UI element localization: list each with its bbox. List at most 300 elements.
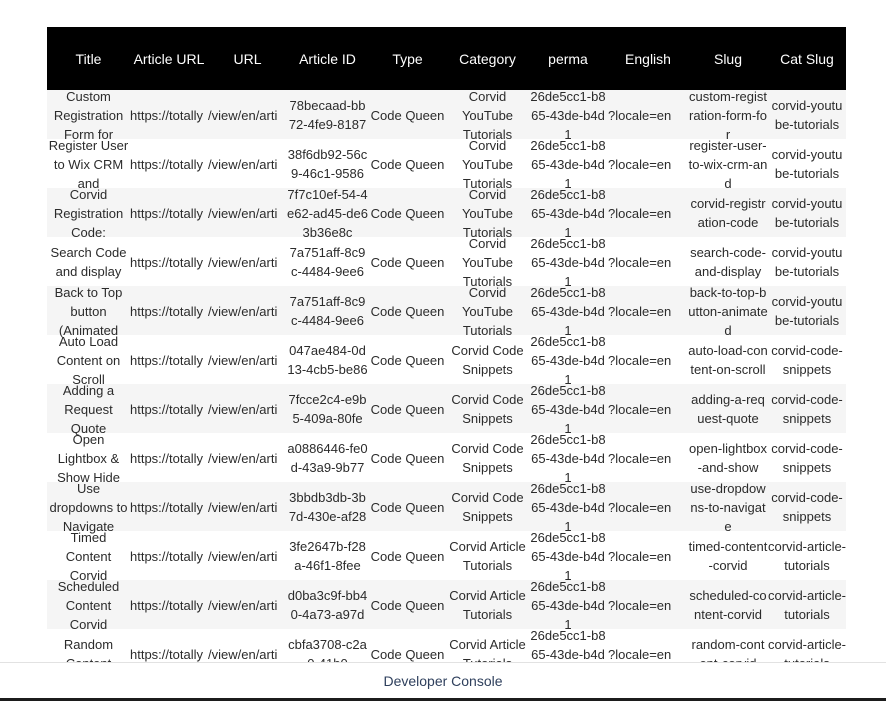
cell-english-content: [608, 436, 688, 481]
cell-article-id: [287, 90, 368, 139]
cell-perma-content: [528, 235, 608, 289]
cell-url-text: /view/en/arti: [208, 548, 278, 564]
cell-slug-text: back-to-top-button-animated: [688, 284, 768, 338]
cell-category-content: [447, 284, 528, 338]
cell-article-id-text: 7a751aff-8c9c-4484-9ee6: [289, 245, 366, 279]
cell-english: [608, 237, 688, 286]
cell-type: [368, 531, 447, 580]
cell-cat-slug-text: corvid-code-snippets: [771, 392, 843, 426]
cell-article-url-text: https://totally: [130, 303, 203, 319]
table-row[interactable]: [47, 139, 846, 188]
cell-type-text: Code Queen: [370, 450, 445, 466]
cell-category-content: [447, 436, 528, 481]
cell-title-content: [47, 137, 130, 191]
cell-title: [47, 137, 130, 191]
column-header-perma[interactable]: perma: [548, 50, 588, 67]
cell-url-content: [208, 485, 287, 530]
cell-title-content: [47, 578, 130, 632]
cell-article-id-text: 047ae484-0d13-4cb5-be86: [287, 343, 368, 377]
cell-type-content: [368, 240, 447, 285]
cell-article-url-content: [130, 240, 208, 285]
cell-english-content: [608, 240, 688, 285]
cell-url-text: /view/en/arti: [208, 303, 278, 319]
cell-perma: [528, 529, 608, 583]
cell-title-text: Timed Content Corvid: [65, 529, 112, 583]
cell-article-id-text: d0ba3c9f-bb40-4a73-a97d: [287, 588, 368, 622]
cell-perma-text: 26de5cc1-b865-43de-b4d1: [530, 235, 606, 289]
cell-title-content: [47, 186, 130, 240]
cell-perma-text: 26de5cc1-b865-43de-b4d: [530, 627, 606, 662]
cell-category-content: [447, 137, 528, 191]
cell-category-text: Corvid Code Snippets: [451, 343, 524, 377]
cell-category-content: [447, 186, 528, 240]
cell-perma-text: 26de5cc1-b865-43de-b4d1: [530, 431, 606, 485]
cell-url: [208, 531, 287, 580]
cell-cat-slug-content: [768, 240, 846, 285]
cell-cat-slug-text: corvid-youtube-tutorials: [771, 245, 843, 279]
cell-title-text: Open Lightbox & Show Hide: [57, 431, 120, 485]
cell-slug: [688, 531, 768, 580]
cell-url-content: [208, 142, 287, 187]
column-header-cat-slug[interactable]: Cat Slug: [780, 50, 834, 67]
cell-cat-slug: [768, 188, 846, 237]
cell-type-text: Code Queen: [370, 156, 445, 172]
cell-perma-content: [528, 431, 608, 485]
cell-title-text: Search Code and display: [50, 245, 127, 279]
cell-type: [368, 188, 447, 237]
cell-cat-slug-text: corvid-article-tutorials: [768, 588, 847, 622]
cell-article-url-text: https://totally: [130, 205, 203, 221]
table-row[interactable]: [47, 335, 846, 384]
cell-url: [208, 237, 287, 286]
cell-url-content: [208, 289, 287, 334]
cell-type: [368, 335, 447, 384]
cell-category: [447, 482, 528, 531]
table-row[interactable]: [47, 482, 846, 531]
cell-perma: [528, 186, 608, 240]
cell-category-text: Corvid Code Snippets: [451, 490, 524, 524]
cell-url-content: [208, 387, 287, 432]
cell-english-text: ?locale=en: [608, 352, 672, 368]
cell-perma-text: 26de5cc1-b865-43de-b4d1: [530, 480, 606, 534]
cell-url-text: /view/en/arti: [208, 254, 278, 270]
cell-cat-slug-content: [768, 338, 846, 383]
cell-type: [368, 384, 447, 433]
cell-url-content: [208, 534, 287, 579]
cell-article-url-content: [130, 387, 208, 432]
cell-perma: [528, 431, 608, 485]
cell-article-id: [287, 237, 368, 286]
cell-perma: [528, 88, 608, 142]
cell-perma-content: [528, 137, 608, 191]
cell-cat-slug: [768, 531, 846, 580]
cell-url-content: [208, 436, 287, 481]
cell-type-content: [368, 534, 447, 579]
cell-english: [608, 531, 688, 580]
cell-english-text: ?locale=en: [608, 499, 672, 515]
cell-slug-content: [688, 191, 768, 236]
cell-slug-content: [688, 284, 768, 338]
cell-title-text: Back to Top button (Animated: [54, 284, 123, 338]
cell-english-text: ?locale=en: [608, 205, 672, 221]
cell-article-id-content: [287, 186, 368, 240]
cell-slug-content: [688, 436, 768, 481]
cell-cat-slug-text: corvid-youtube-tutorials: [771, 98, 843, 132]
cell-url-text: /view/en/arti: [208, 401, 278, 417]
cell-category: [447, 88, 528, 142]
cell-category-text: Corvid Article: [449, 637, 526, 652]
cell-slug-content: [688, 534, 768, 579]
cell-perma-text: 26de5cc1-b865-43de-b4d1: [530, 333, 606, 387]
cell-english: [608, 139, 688, 188]
cell-cat-slug: [768, 335, 846, 384]
cell-article-url-content: [130, 93, 208, 138]
cell-category: [447, 580, 528, 629]
cell-english-text: ?locale=en: [608, 646, 672, 662]
cell-url: [208, 384, 287, 433]
cell-type-content: [368, 93, 447, 138]
cell-perma-text: 26de5cc1-b865-43de-b4d1: [530, 578, 606, 632]
cell-english: [608, 482, 688, 531]
cell-type: [368, 139, 447, 188]
cell-type-content: [368, 191, 447, 236]
cell-title-text: Adding a Request Quote: [62, 382, 115, 436]
cell-article-url: [130, 90, 208, 139]
cell-article-id-content: [287, 338, 368, 383]
table-row[interactable]: [47, 580, 846, 629]
cell-slug-text: search-code-and-display: [690, 245, 766, 279]
cell-slug-text: auto-load-content-on-scroll: [688, 343, 768, 377]
cell-url: [208, 335, 287, 384]
cell-slug-text: custom-registration-form-for: [688, 88, 768, 142]
cell-url-content: [208, 240, 287, 285]
cell-english-text: ?locale=en: [608, 597, 672, 613]
cell-url-text: /view/en/arti: [208, 156, 278, 172]
cell-perma: [528, 382, 608, 436]
cell-cat-slug-text: corvid-article-: [768, 637, 847, 652]
cell-type-text: Code Queen: [370, 107, 445, 123]
cell-english-content: [608, 534, 688, 579]
cell-article-url-content: [130, 485, 208, 530]
cell-perma: [528, 284, 608, 338]
cell-type-content: [368, 387, 447, 432]
cell-article-id-content: [287, 583, 368, 628]
cell-english-content: [608, 191, 688, 236]
cell-category-text: Corvid Code Snippets: [451, 441, 524, 475]
cell-type: [368, 482, 447, 531]
cell-article-id: [287, 335, 368, 384]
cell-article-url-content: [130, 534, 208, 579]
cell-slug-text: scheduled-content-corvid: [689, 588, 767, 622]
cell-category-content: [447, 387, 528, 432]
cell-english-content: [608, 289, 688, 334]
cell-type-text: Code Queen: [370, 254, 445, 270]
cell-perma: [528, 235, 608, 289]
cell-perma-content: [528, 529, 608, 583]
cell-english-content: [608, 338, 688, 383]
cell-cat-slug-content: [768, 191, 846, 236]
cell-article-id-text: a0886446-fe0d-43a9-9b77: [287, 441, 368, 475]
cell-article-url-text: https://totally: [130, 401, 203, 417]
cell-article-id: [287, 433, 368, 482]
cell-cat-slug-content: [768, 142, 846, 187]
cell-title: [47, 284, 130, 338]
cell-url: [208, 90, 287, 139]
cell-article-url-content: [130, 289, 208, 334]
cell-slug: [688, 88, 768, 142]
cell-english: [608, 580, 688, 629]
cell-english-content: [608, 485, 688, 530]
cell-type-content: [368, 142, 447, 187]
cell-title: [47, 529, 130, 583]
column-header-category[interactable]: Category: [459, 50, 516, 67]
cell-cat-slug: [768, 580, 846, 629]
column-header-slug[interactable]: Slug: [713, 50, 743, 67]
cell-article-url: [130, 286, 208, 335]
cell-title-content: [47, 480, 130, 534]
cell-category-content: [447, 485, 528, 530]
cell-title-content: [47, 333, 130, 387]
cell-article-url: [130, 384, 208, 433]
cell-article-id-text: 38f6db92-56c9-46c1-9586: [287, 147, 368, 181]
cell-slug-text: open-lightbox-and-show: [688, 441, 768, 475]
cell-title-text: Scheduled Content Corvid: [57, 578, 120, 632]
cell-article-url: [130, 335, 208, 384]
cell-url-text: /view/en/arti: [208, 352, 278, 368]
cell-slug-content: [688, 240, 768, 285]
cell-slug-content: [688, 88, 768, 142]
cell-article-url-text: https://totally: [130, 156, 203, 172]
cell-english-text: ?locale=en: [608, 401, 672, 417]
cell-type: [368, 286, 447, 335]
cell-article-id-text: 3bbdb3db-3b7d-430e-af28: [288, 490, 367, 524]
cell-type-text: Code Queen: [370, 646, 445, 662]
cell-url-text: /view/en/arti: [208, 499, 278, 515]
developer-console-bar[interactable]: [0, 662, 886, 701]
cell-title: [47, 578, 130, 632]
cell-cat-slug: [768, 139, 846, 188]
cell-english-text: ?locale=en: [608, 156, 672, 172]
cell-perma-content: [528, 333, 608, 387]
cell-type-text: Code Queen: [370, 303, 445, 319]
cell-english: [608, 188, 688, 237]
cell-url-text: /view/en/arti: [208, 597, 278, 613]
cell-category-text: Corvid YouTube Tutorials: [461, 235, 514, 289]
cell-article-id-content: [287, 436, 368, 481]
cell-slug: [688, 335, 768, 384]
cell-cat-slug: [768, 286, 846, 335]
cell-english-text: ?locale=en: [608, 548, 672, 564]
cell-type-text: Code Queen: [370, 499, 445, 515]
cell-category-content: [447, 534, 528, 579]
cell-type-content: [368, 338, 447, 383]
cell-type: [368, 580, 447, 629]
cell-english-text: ?locale=en: [608, 107, 672, 123]
table-header-row: [47, 27, 846, 90]
cell-slug-content: [688, 137, 768, 191]
cell-article-url: [130, 433, 208, 482]
cell-slug: [688, 237, 768, 286]
cell-title-content: [47, 431, 130, 485]
cell-url: [208, 482, 287, 531]
cell-title-text: Use dropdowns to Navigate: [49, 480, 128, 534]
cell-category: [447, 531, 528, 580]
cell-article-id: [287, 580, 368, 629]
column-header-url[interactable]: URL: [233, 50, 262, 67]
table-row[interactable]: [47, 90, 846, 139]
cell-title-text: Custom Registration Form for: [53, 88, 124, 142]
cell-url-content: [208, 93, 287, 138]
table-row[interactable]: [47, 188, 846, 237]
cell-url: [208, 433, 287, 482]
cell-category: [447, 235, 528, 289]
cell-perma-text: 26de5cc1-b865-43de-b4d1: [530, 137, 606, 191]
cell-cat-slug-text: corvid-youtube-tutorials: [771, 294, 843, 328]
table-row[interactable]: [47, 433, 846, 482]
cell-category-text: Corvid YouTube Tutorials: [461, 186, 514, 240]
cell-slug-text: use-dropdowns-to-navigate: [690, 480, 766, 534]
cell-article-id-content: [287, 289, 368, 334]
cell-perma-content: [528, 382, 608, 436]
cell-article-url-text: https://totally: [130, 254, 203, 270]
cell-type-text: Code Queen: [370, 401, 445, 417]
cell-cat-slug-content: [768, 289, 846, 334]
cell-title: [47, 186, 130, 240]
cell-type-content: [368, 485, 447, 530]
cell-article-url-text: https://totally: [130, 107, 203, 123]
cell-cat-slug-text: corvid-youtube-tutorials: [771, 196, 843, 230]
cell-article-url: [130, 580, 208, 629]
cell-type: [368, 433, 447, 482]
table-body: [47, 90, 846, 678]
cell-perma-text: 26de5cc1-b865-43de-b4d1: [530, 88, 606, 142]
cell-title-text: Corvid Registration Code:: [53, 186, 124, 240]
cell-url: [208, 286, 287, 335]
cell-perma-content: [528, 578, 608, 632]
column-header-type[interactable]: Type: [392, 50, 423, 67]
cell-perma: [528, 480, 608, 534]
cell-cat-slug-content: [768, 583, 846, 628]
cell-cat-slug-content: [768, 485, 846, 530]
cell-english: [608, 335, 688, 384]
cell-article-id: [287, 384, 368, 433]
cell-cat-slug-text: corvid-youtube-tutorials: [771, 147, 843, 181]
cell-type-text: Code Queen: [370, 205, 445, 221]
cell-title: [47, 237, 130, 286]
cell-slug-text: corvid-registration-code: [690, 196, 766, 230]
cell-title: [47, 431, 130, 485]
table-row[interactable]: [47, 237, 846, 286]
column-header-article-url[interactable]: Article URL: [133, 50, 205, 67]
table-row[interactable]: [47, 384, 846, 433]
cell-article-id-text: 7f7c10ef-54-4e62-ad45-de63b36e8c: [287, 186, 368, 240]
cell-slug-content: [688, 480, 768, 534]
cell-cat-slug: [768, 433, 846, 482]
column-header-article-id[interactable]: Article ID: [299, 50, 356, 67]
cell-english-text: ?locale=en: [608, 303, 672, 319]
cell-article-id-text: cbfa3708-c2a: [288, 637, 367, 652]
cell-article-url: [130, 237, 208, 286]
cell-category: [447, 284, 528, 338]
cell-article-id-text: 3fe2647b-f28a-46f1-8fee: [289, 539, 366, 573]
cell-category-content: [447, 583, 528, 628]
cell-category-text: Corvid YouTube Tutorials: [461, 88, 514, 142]
cell-slug: [688, 137, 768, 191]
cell-title-content: [47, 529, 130, 583]
cell-title-text: Auto Load Content on Scroll: [56, 333, 121, 387]
cell-article-url-content: [130, 436, 208, 481]
cell-article-url-text: https://totally: [130, 450, 203, 466]
cell-english: [608, 433, 688, 482]
cell-english-text: ?locale=en: [608, 450, 672, 466]
cell-category-content: [447, 235, 528, 289]
cell-perma-content: [528, 88, 608, 142]
cell-slug: [688, 188, 768, 237]
cell-type-text: Code Queen: [370, 548, 445, 564]
cell-perma-text: 26de5cc1-b865-43de-b4d1: [530, 284, 606, 338]
cell-cat-slug-content: [768, 436, 846, 481]
cell-category-text: Corvid YouTube Tutorials: [461, 137, 514, 191]
cell-article-url: [130, 188, 208, 237]
table-row[interactable]: [47, 286, 846, 335]
cell-category: [447, 137, 528, 191]
cell-article-id: [287, 286, 368, 335]
cell-article-url: [130, 139, 208, 188]
cell-perma-text: 26de5cc1-b865-43de-b4d1: [530, 382, 606, 436]
cell-perma: [528, 578, 608, 632]
cell-type: [368, 90, 447, 139]
cell-type-text: Code Queen: [370, 352, 445, 368]
cell-article-id: [287, 186, 368, 240]
cell-article-url-text: https://totally: [130, 597, 203, 613]
cell-title-text: Random: [63, 637, 114, 652]
cell-slug: [688, 384, 768, 433]
cell-cat-slug-content: [768, 534, 846, 579]
cell-slug-content: [688, 338, 768, 383]
cell-title: [47, 333, 130, 387]
cell-article-url: [130, 482, 208, 531]
cell-article-id-text: 7fcce2c4-e9b5-409a-80fe: [288, 392, 367, 426]
column-header-title[interactable]: Title: [75, 50, 102, 67]
cell-article-url-text: https://totally: [130, 499, 203, 515]
cell-article-id-content: [287, 387, 368, 432]
cell-slug-text: timed-content-corvid: [688, 539, 768, 573]
cell-category: [447, 433, 528, 482]
cell-article-id-content: [287, 142, 368, 187]
table-row[interactable]: [47, 531, 846, 580]
cell-english-content: [608, 93, 688, 138]
cell-category-text: Corvid Article Tutorials: [449, 588, 526, 622]
cell-url-text: /view/en/arti: [208, 450, 278, 466]
cell-english-content: [608, 583, 688, 628]
cell-article-id-content: [287, 485, 368, 530]
cell-title-content: [47, 88, 130, 142]
cell-title-content: [47, 284, 130, 338]
cell-category-content: [447, 338, 528, 383]
cell-slug-content: [688, 583, 768, 628]
column-header-english[interactable]: English: [625, 50, 671, 67]
cell-perma-text: 26de5cc1-b865-43de-b4d1: [530, 186, 606, 240]
cell-perma: [528, 333, 608, 387]
cell-perma-content: [528, 480, 608, 534]
cell-english-content: [608, 142, 688, 187]
cell-english: [608, 286, 688, 335]
cell-url-text: /view/en/arti: [208, 646, 278, 662]
cell-english: [608, 384, 688, 433]
cell-category-content: [447, 88, 528, 142]
cell-article-url: [130, 531, 208, 580]
developer-console-label[interactable]: Developer Console: [383, 672, 503, 689]
